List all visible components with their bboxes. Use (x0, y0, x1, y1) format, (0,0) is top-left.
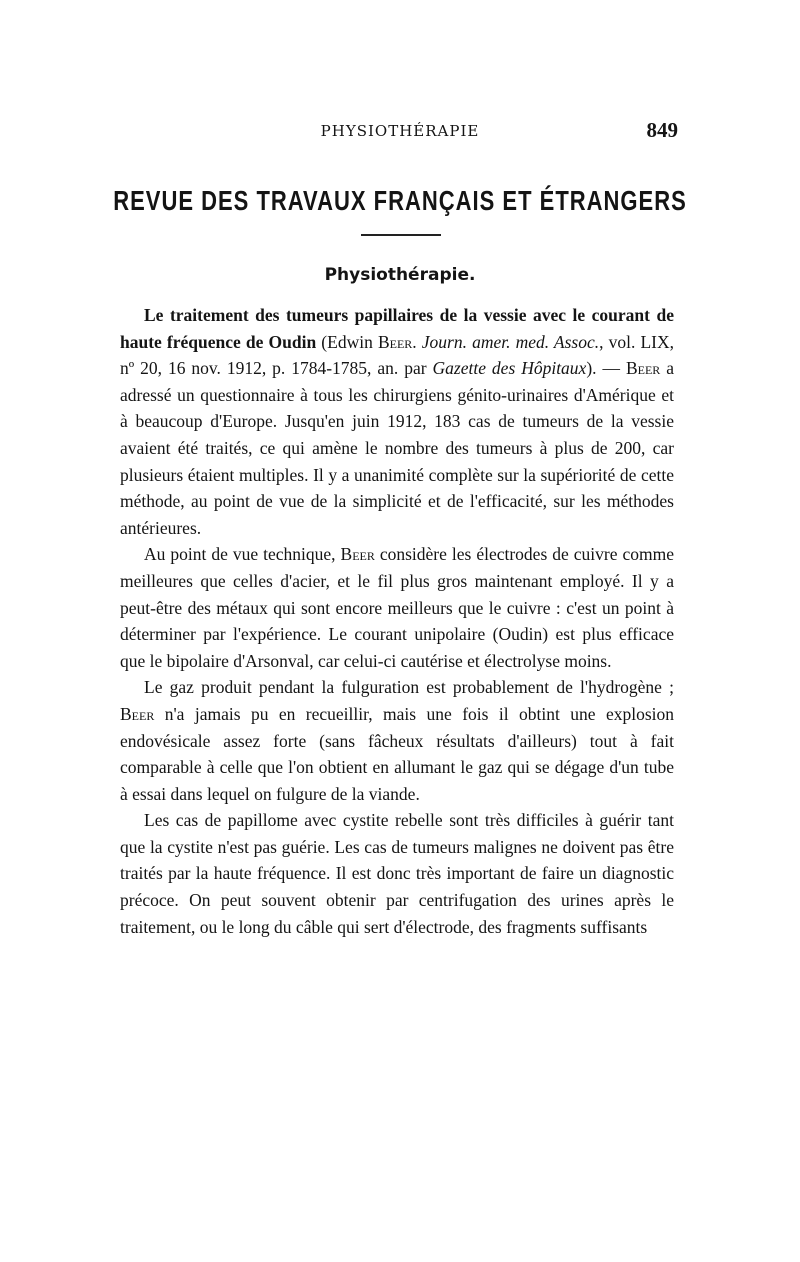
running-title: PHYSIOTHÉRAPIE (320, 122, 480, 140)
paragraph-2-start: Au point de vue technique, (144, 544, 341, 565)
citation-author: Beer (377, 331, 413, 352)
citation-details: , vol. LIX, nº 20, 16 nov. 1912, p. 1784-1785, an. par (120, 331, 674, 379)
paragraph-2 (120, 541, 674, 674)
citation-source: Gazette des Hôpitaux (432, 358, 587, 379)
citation-journal: Journ. amer. med. Assoc. (421, 331, 600, 352)
paragraph-2-text: considère les électrodes de cuivre comme meilleures que celles d'acier, et le fil plus gros maintenant employé. Il y a peut-être des métaux qui sont encore meilleurs que le cuivre : c'est un point à déterminer par l'expérience. Le courant unipolaire (Oudin) est plus efficace que le bipolaire d'Arsonval, car celui-ci cautérise et électrolyse moins. (120, 544, 674, 671)
author-name: Beer (625, 358, 661, 379)
page-number: 849 (646, 118, 678, 142)
section-title: REVUE DES TRAVAUX FRANÇAIS ET ÉTRANGERS (113, 184, 687, 216)
citation-dot: . (412, 331, 422, 352)
paragraph-1-text: a adressé un questionnaire à tous les chirurgiens génito-urinaires d'Amérique et à beaucoup d'Europe. Jusqu'en juin 1912, 183 cas de tumeurs de la vessie avaient été traités, ce qui amène le nombre des tumeurs à plus de 200, car plusieurs étaient multiples. Il y a unanimité complète sur la supériorité de cette méthode, au point de vue de la simplicité et de l'efficacité, sur les méthodes antérieures. (120, 358, 674, 538)
running-head (122, 118, 678, 144)
citation-open: (Edwin (316, 331, 378, 352)
paragraph-3-start: Le gaz produit pendant la fulguration est probablement de l'hydrogène ; (144, 677, 674, 698)
paragraph-3-text: n'a jamais pu en recueillir, mais une fois il obtint une explosion endovésicale assez forte (sans fâcheux résultats d'ailleurs) tout à fait comparable à celle que l'on obtient en allumant le gaz qui se dégage d'un tube à essai dans lequel on fulgure de la viande. (120, 703, 674, 804)
paragraph-1 (120, 302, 674, 541)
paragraph-4: Les cas de papillome avec cystite rebelle sont très difficiles à guérir tant que la cystite n'est pas guérie. Les cas de tumeurs malignes ne doivent pas être traités par la haute fréquence. Il est donc très important de faire un diagnostic précoce. On peut souvent obtenir par centrifugation des urines après le traitement, ou le long du câble qui sert d'électrode, des fragments suffisants (120, 810, 674, 937)
section-divider (361, 234, 441, 236)
subsection-title: Physiothérapie. (324, 265, 476, 285)
citation-close: ). — (586, 358, 626, 379)
article-body (120, 302, 674, 940)
paragraph-3 (120, 674, 674, 807)
author-name: Beer (340, 544, 375, 565)
article-title: Le traitement des tumeurs papillaires de la vessie avec le courant de haute fréquence de Oudin (120, 305, 674, 352)
author-name: Beer (120, 703, 155, 724)
